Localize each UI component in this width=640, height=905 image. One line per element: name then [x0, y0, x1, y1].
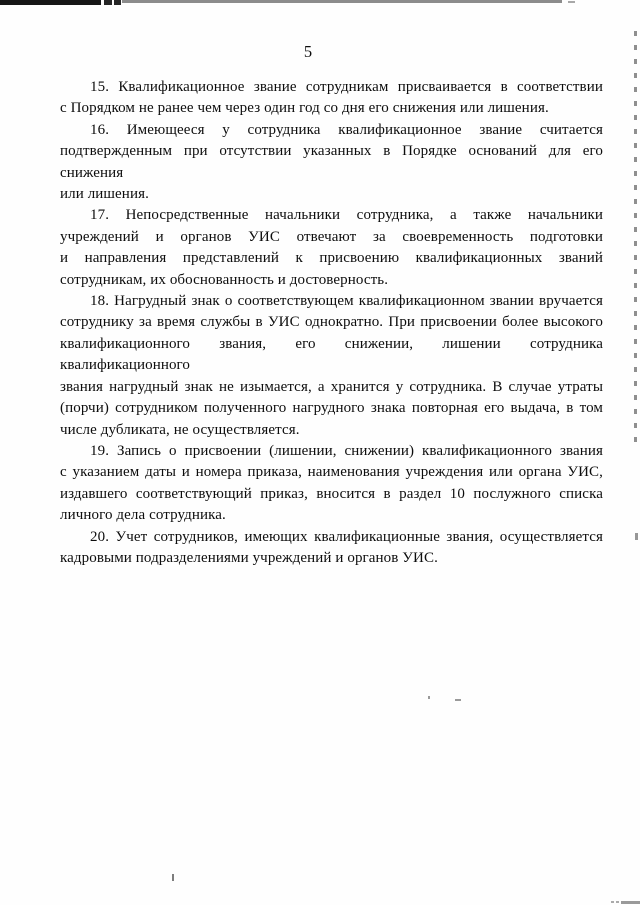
text-line: 16. Имеющееся у сотрудника квалификационное звание считается	[90, 121, 603, 138]
text-line: и направления представлений к присвоению квалификационных званий	[60, 250, 603, 267]
page-number: 5	[303, 42, 313, 61]
scan-speck	[455, 699, 461, 701]
text-line: 15. Квалификационное звание сотрудникам присваивается в соответствии	[90, 79, 603, 95]
document-body	[60, 77, 603, 569]
text-line: (порчи) сотрудником полученного нагрудного знака повторная его выдача, в том	[60, 400, 603, 417]
scan-top-bar-dash	[114, 0, 121, 5]
paragraph-p20	[60, 527, 603, 570]
text-line: 20. Учет сотрудников, имеющих квалификационные звания, осуществляется	[90, 528, 603, 545]
scan-corner-dot	[616, 901, 619, 903]
text-line: 19. Запись о присвоении (лишении, снижении) квалификационного звания	[90, 442, 603, 459]
text-line: сотруднику за время службы в УИС однократно. При присвоении более высокого	[60, 314, 603, 331]
text-line: учреждений и органов УИС отвечают за своевременность подготовки	[60, 228, 603, 245]
text-line: с Порядком не ранее чем через один год со дня его снижения или лишения.	[60, 100, 549, 117]
scan-top-bar-black	[0, 0, 101, 5]
text-line: личного дела сотрудника.	[60, 507, 226, 524]
scan-corner-dot	[611, 901, 614, 903]
text-line: 18. Нагрудный знак о соответствующем квалификационном звании вручается	[90, 293, 603, 310]
text-line: с указанием даты и номера приказа, наименования учреждения или органа УИС,	[60, 464, 603, 481]
scan-right-edge-dash	[635, 533, 638, 540]
text-line: числе дубликата, не осуществляется.	[60, 421, 300, 438]
scan-speck	[428, 696, 430, 699]
text-line: кадровыми подразделениями учреждений и органов УИС.	[60, 549, 438, 566]
scan-top-bar-gray	[122, 0, 562, 3]
paragraph-p16	[60, 120, 603, 206]
text-line: звания нагрудный знак не изымается, а хранится у сотрудника. В случае утраты	[60, 378, 603, 395]
scan-speck	[172, 874, 174, 881]
text-line: 17. Непосредственные начальники сотрудника, а также начальники	[90, 207, 603, 224]
paragraph-p15	[60, 77, 603, 120]
text-line: или лишения.	[60, 186, 149, 203]
paragraph-p19	[60, 441, 603, 527]
text-line: издавшего соответствующий приказ, вносится в раздел 10 послужного списка	[60, 485, 603, 502]
scan-right-edge-dashes	[634, 31, 637, 443]
scan-corner-mark	[621, 901, 640, 904]
paragraph-p17	[60, 205, 603, 291]
paragraph-p18	[60, 291, 603, 441]
scan-top-tick	[568, 1, 575, 3]
text-line: сотрудникам, их обоснованность и достоверность.	[60, 271, 389, 288]
text-line: квалификационного звания, его снижении, лишении сотрудника квалификационного	[60, 335, 603, 374]
scan-top-bar-dash	[104, 0, 112, 5]
text-line: подтвержденным при отсутствии указанных в Порядке оснований для его снижения	[60, 143, 603, 181]
